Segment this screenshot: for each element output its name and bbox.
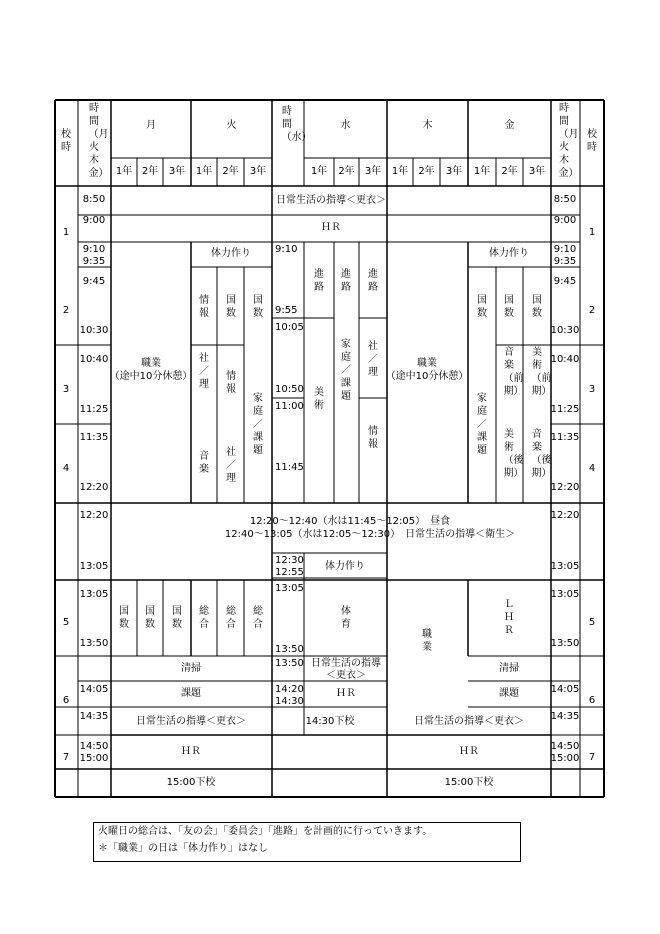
wed-time-label: 10:05 [275, 322, 304, 333]
subject-bijutsu: 美術 [314, 387, 324, 411]
header-grade: 3年 [168, 166, 186, 177]
time-label: 13:50 [79, 638, 109, 649]
activity-tairyoku: 体力作り [325, 561, 365, 572]
time-label: 9:00 [82, 215, 106, 226]
wed-time-label: 10:50 [275, 384, 304, 395]
header-grade: 3年 [445, 166, 463, 177]
header-grade: 3年 [364, 166, 382, 177]
wed-time-label: 14:30 [275, 696, 304, 707]
period-number: 1 [62, 227, 70, 238]
time-label: 14:35 [79, 711, 109, 722]
header-grade: 3年 [249, 166, 267, 177]
time-label: 13:05 [550, 561, 580, 572]
activity-nichijo: 日常生活の指導＜更衣＞ [414, 716, 524, 727]
time-label: 14:50 [550, 741, 580, 752]
subject-kokusu: 国数 [477, 295, 487, 319]
time-label: 15:00 [79, 753, 109, 764]
header-grade: 2年 [501, 166, 518, 177]
cell-label-vertical: 社／理 [368, 341, 378, 378]
time-label: 8:50 [553, 194, 577, 205]
subject-katei: 家庭／課題 [477, 393, 487, 456]
time-label: 11:35 [550, 432, 580, 443]
time-label: 12:20 [79, 482, 109, 493]
time-label: 13:50 [550, 638, 580, 649]
lunch-line2: 12:40～13:05（水は12:05～12:30） 日常生活の指導＜衛生＞ [224, 529, 516, 540]
cell-label-vertical: 音楽（前期） [503, 347, 524, 397]
period-number: 5 [62, 617, 70, 628]
subject-kokusu: 国数 [532, 295, 542, 319]
dismissal: 15:00下校 [166, 777, 216, 788]
subject-katei: 家庭／課題 [253, 393, 263, 456]
header-grade: 1年 [195, 166, 213, 177]
period-number: 7 [62, 752, 70, 763]
activity-hr: ＨＲ [321, 222, 341, 233]
wed-time-label: 13:05 [275, 583, 304, 594]
wed-dismissal: 14:30下校 [305, 716, 355, 727]
time-label: 13:05 [79, 589, 109, 600]
subject-shinro: 進路 [314, 269, 324, 293]
activity-nichijo: 日常生活の指導＜更衣＞ [136, 716, 246, 727]
note-line-1: 火曜日の総合は、「友の会」「委員会」「進路」を計画的に行っていきます。 [98, 826, 433, 837]
time-label: 8:50 [82, 194, 106, 205]
time-label: 11:35 [79, 432, 109, 443]
time-label: 14:05 [79, 684, 109, 695]
activity-hr: ＨＲ [459, 746, 479, 757]
time-label: 15:00 [550, 753, 580, 764]
time-label: 9:45 [82, 276, 106, 287]
header-jikan: 時間（月火木金） [558, 103, 579, 179]
time-label: 10:30 [550, 325, 580, 336]
time-label: 9:10 [553, 244, 577, 255]
activity-hr: ＨＲ [336, 688, 356, 699]
header-jikan: 時間（月火木金） [88, 103, 109, 179]
period-number: 2 [62, 305, 70, 316]
time-label: 13:05 [79, 561, 109, 572]
wed-time-label: 11:45 [275, 462, 304, 473]
period-number: 6 [62, 695, 70, 706]
period-number: 3 [588, 384, 596, 395]
activity-hr: ＨＲ [181, 746, 201, 757]
note-line-2: ＊「職業」の日は「体力作り」はなし [98, 843, 268, 854]
time-label: 9:35 [553, 256, 577, 267]
period-number: 7 [588, 752, 596, 763]
subject-shinro: 進路 [368, 269, 378, 293]
header-day: 木 [422, 120, 433, 131]
time-label: 14:05 [550, 684, 580, 695]
subject-lhr: ＬＨＲ [504, 599, 514, 636]
header-grade: 1年 [391, 166, 409, 177]
cell-label-vertical: 美術（前期） [531, 347, 552, 397]
time-label: 11:25 [79, 404, 109, 415]
header-jikan-wed: 時間（水） [281, 106, 312, 143]
subject-joho: 情報 [368, 426, 378, 450]
wed-time-label: 13:50 [275, 658, 304, 669]
period-number: 6 [588, 695, 596, 706]
subject-shinro: 進路 [341, 269, 351, 293]
time-label: 14:50 [79, 741, 109, 752]
subject-ongaku: 音楽 [199, 451, 209, 475]
time-label: 12:20 [79, 510, 109, 521]
header-koji: 校時 [61, 129, 71, 153]
wed-time-label: 14:20 [275, 684, 304, 695]
header-grade: 1年 [310, 166, 328, 177]
wed-time-label: 9:55 [275, 305, 298, 316]
period-number: 1 [588, 227, 596, 238]
subject-kokusu: 国数 [145, 606, 155, 630]
activity-shokugyo: 職業 [141, 358, 161, 369]
header-grade: 1年 [473, 166, 491, 177]
wed-nichijo: ＜更衣＞ [326, 670, 366, 681]
subject-taiiku: 体育 [341, 606, 351, 630]
period-number: 4 [588, 463, 596, 474]
header-day: 水 [340, 120, 351, 131]
header-koji: 校時 [587, 129, 597, 153]
subject-joho: 情報 [199, 295, 209, 319]
wed-time-label: 12:55 [275, 567, 304, 578]
subject-kokusu: 国数 [504, 295, 514, 319]
wed-nichijo: 日常生活の指導 [311, 658, 381, 669]
subject-sogo: 総合 [199, 606, 209, 630]
dismissal: 15:00下校 [444, 777, 494, 788]
activity-kadai: 課題 [499, 688, 519, 699]
time-label: 9:45 [553, 276, 577, 287]
time-label: 9:35 [82, 256, 106, 267]
subject-kokusu: 国数 [119, 606, 129, 630]
subject-sogo: 総合 [226, 606, 236, 630]
header-grade: 2年 [141, 166, 159, 177]
header-day: 月 [146, 120, 156, 131]
wed-time-label: 12:30 [275, 555, 304, 566]
time-label: 10:40 [550, 354, 580, 365]
period-number: 4 [62, 463, 70, 474]
time-label: 12:20 [550, 482, 580, 493]
header-grade: 2年 [418, 166, 435, 177]
activity-shokugyo: 職業 [417, 358, 437, 369]
activity-note: （途中10分休憩） [385, 371, 469, 382]
wed-time-label: 9:10 [275, 244, 298, 255]
time-label: 14:35 [550, 711, 580, 722]
time-label: 10:40 [79, 354, 109, 365]
subject-shokugyo: 職業 [422, 629, 432, 653]
activity-seisou: 清掃 [181, 663, 201, 674]
time-label: 10:30 [79, 325, 109, 336]
time-label: 12:20 [550, 510, 580, 521]
time-label: 13:05 [550, 589, 580, 600]
wed-time-label: 13:50 [275, 644, 304, 655]
subject-kokusu: 国数 [226, 295, 236, 319]
subject-kokusu: 国数 [172, 606, 182, 630]
notes-box [93, 822, 521, 862]
cell-label-vertical: 社／理 [226, 447, 236, 484]
activity-nichijo: 日常生活の指導＜更衣＞ [276, 195, 386, 206]
activity-tairyoku: 体力作り [211, 248, 251, 259]
cell-label-vertical: 音楽（後期） [531, 429, 552, 479]
period-number: 5 [588, 617, 596, 628]
period-number: 3 [62, 384, 70, 395]
time-label: 9:10 [82, 244, 106, 255]
subject-joho: 情報 [226, 371, 236, 395]
header-day: 火 [226, 120, 237, 131]
time-label: 9:00 [553, 215, 577, 226]
subject-sogo: 総合 [253, 606, 263, 630]
lunch-line1: 12:20～12:40（水は11:45～12:05） 昼食 [249, 516, 451, 527]
header-day: 金 [504, 120, 515, 131]
activity-tairyoku: 体力作り [489, 248, 529, 259]
time-label: 11:25 [550, 404, 580, 415]
activity-seisou: 清掃 [499, 663, 519, 674]
cell-label-vertical: 社／理 [199, 353, 209, 390]
header-grade: 2年 [338, 166, 355, 177]
cell-label-vertical: 美術（後期） [503, 429, 524, 479]
activity-kadai: 課題 [181, 688, 201, 699]
period-number: 2 [588, 305, 596, 316]
wed-time-label: 11:00 [275, 401, 304, 412]
subject-kokusu: 国数 [253, 295, 263, 319]
header-grade: 2年 [222, 166, 239, 177]
header-grade: 3年 [528, 166, 546, 177]
activity-note: （途中10分休憩） [109, 371, 193, 382]
subject-katei: 家庭／課題 [341, 339, 351, 402]
header-grade: 1年 [115, 166, 133, 177]
